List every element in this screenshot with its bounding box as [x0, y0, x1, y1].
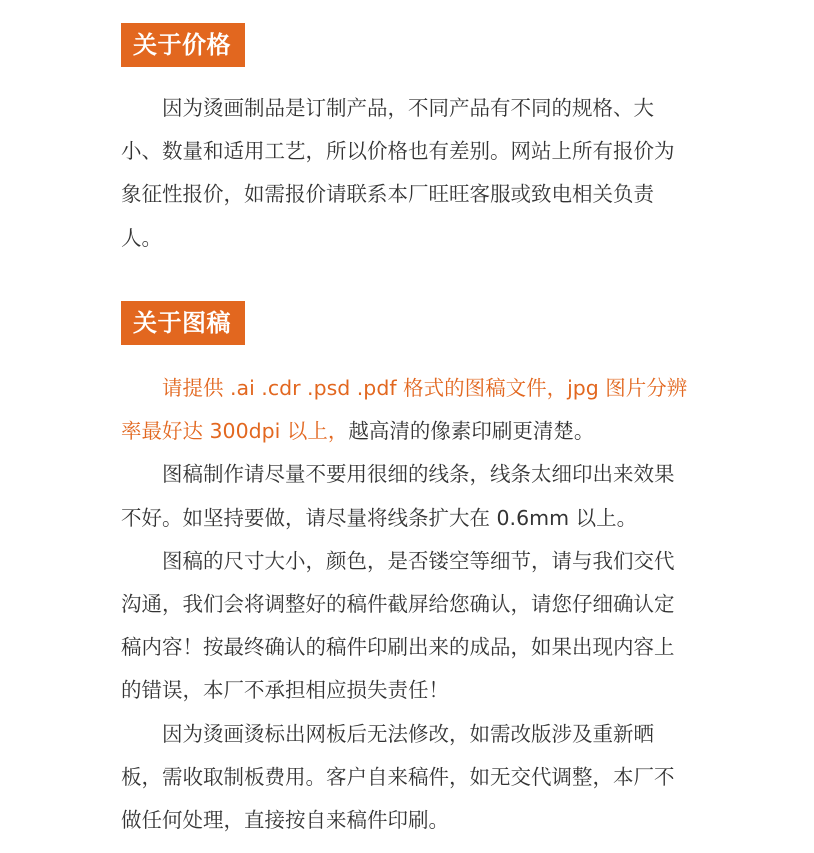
screen-plate-paragraph: 因为烫画烫标出网板后无法修改，如需改版涉及重新晒板，需收取制板费用。客户自来稿件，如无交代调整，本厂不做任何处理，直接按自来稿件印刷。	[121, 721, 675, 833]
file-format-requirement-text: 请提供 .ai .cdr .psd .pdf 格式的图稿文件，jpg 图片分辨率最好达 300dpi 以上，	[121, 376, 688, 444]
price-paragraph: 因为烫画制品是订制产品，不同产品有不同的规格、大小、数量和适用工艺，所以价格也有差别。网站上所有报价为象征性报价，如需报价请联系本厂旺旺客服或致电相关负责人。	[121, 96, 675, 250]
artwork-details-paragraph: 图稿的尺寸大小，颜色，是否镂空等细节，请与我们交代沟通，我们会将调整好的稿件截屏给您确认，请您仔细确认定稿内容！按最终确认的稿件印刷出来的成品，如果出现内容上的错误，本厂不承担相应损失责任！	[121, 548, 675, 703]
file-format-note-text: 越高清的像素印刷更清楚。	[348, 419, 595, 444]
price-section	[121, 23, 691, 260]
artwork-section-title: 关于图稿	[121, 301, 245, 345]
artwork-section	[121, 301, 691, 842]
price-section-title: 关于价格	[121, 23, 245, 67]
line-thickness-paragraph: 图稿制作请尽量不要用很细的线条，线条太细印出来效果不好。如坚持要做，请尽量将线条扩大在 0.6mm 以上。	[121, 462, 675, 530]
artwork-file-format-paragraph	[121, 367, 691, 453]
